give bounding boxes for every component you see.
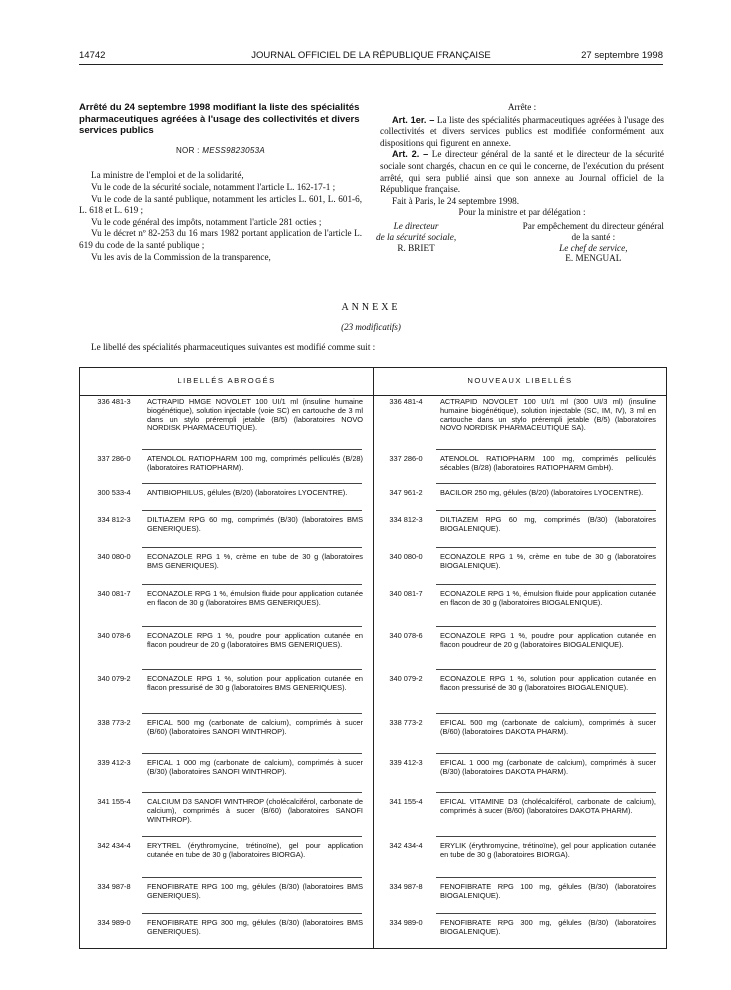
cell-new-label: BACILOR 250 mg, gélules (B/20) (laboratoires LYOCENTRE). [440, 488, 644, 497]
fait-a-paris: Fait à Paris, le 24 septembre 1998. [392, 195, 520, 206]
cell-new-code: 340 078-6 [389, 631, 423, 640]
cell-new-label: EFICAL VITAMINE D3 (cholécalciférol, carbonate de calcium), comprimés à sucer (B/60) (laboratoires DAKOTA PHARM). [440, 797, 656, 815]
cell-new-label: FENOFIBRATE RPG 100 mg, gélules (B/30) (laboratoires BIOGALENIQUE). [440, 882, 656, 900]
pour-la-ministre: Pour la ministre et par délégation : [458, 207, 586, 218]
article-2 [380, 149, 664, 195]
row-separator [436, 626, 656, 627]
preamble-line: Vu les avis de la Commission de la transparence, [91, 251, 271, 262]
cell-old-label: ATENOLOL RATIOPHARM 100 mg, comprimés pelliculés (B/28) (laboratoires RATIOPHARM). [147, 454, 363, 472]
preamble-line: Vu le code de la sécurité sociale, notamment l'article L. 162-17-1 ; [91, 181, 336, 192]
signature-right [523, 221, 664, 264]
signatures [376, 220, 664, 264]
cell-old-code: 338 773-2 [97, 718, 131, 727]
signature-left [376, 221, 456, 264]
row-separator [436, 547, 656, 548]
article-1-text: La liste des spécialités pharmaceutiques agréées à l'usage des collectivités et divers services publics est modifiée conformément aux dispositions qui figurent en annexe. [380, 114, 664, 148]
page-header [79, 50, 663, 64]
row-separator [142, 877, 362, 878]
cell-old-code: 342 434-4 [97, 841, 131, 850]
row-separator [142, 626, 362, 627]
sig-right-name: E. MENGUAL [565, 253, 622, 264]
row-separator [142, 753, 362, 754]
article-1 [380, 115, 664, 150]
cell-new-code: 342 434-4 [389, 841, 423, 850]
cell-old-label: ANTIBIOPHILUS, gélules (B/20) (laboratoires LYOCENTRE). [147, 488, 348, 497]
cell-new-code: 337 286-0 [389, 454, 423, 463]
cell-old-label: FENOFIBRATE RPG 100 mg, gélules (B/30) (laboratoires BMS GENERIQUES). [147, 882, 363, 900]
cell-new-label: ECONAZOLE RPG 1 %, poudre pour application cutanée en flacon poudreur de 20 g (laboratoires BIOGALENIQUE). [440, 631, 656, 649]
row-separator [436, 913, 656, 914]
row-separator [436, 713, 656, 714]
preamble-line: Vu le code général des impôts, notamment l'article 281 octies ; [91, 216, 322, 227]
cell-old-label: ERYTREL (érythromycine, trétinoïne), gel pour application cutanée en tube de 30 g (laboratoires BIORGA). [147, 841, 363, 859]
preamble-line: La ministre de l'emploi et de la solidarité, [91, 170, 244, 181]
row-separator [436, 483, 656, 484]
sig-right-line1: Par empêchement du directeur général [522, 220, 664, 231]
arrete-heading: Arrête : [507, 102, 537, 112]
cell-new-code: 339 412-3 [389, 758, 423, 767]
row-separator [142, 547, 362, 548]
article-1-label: Art. 1er. – [392, 114, 435, 125]
cell-new-label: ATENOLOL RATIOPHARM 100 mg, comprimés pelliculés sécables (B/28) (laboratoires RATIOPHARM GmbH). [440, 454, 656, 472]
column-separator [373, 368, 374, 948]
cell-new-code: 340 080-0 [389, 552, 423, 561]
issue-date: 27 septembre 1998 [581, 50, 663, 61]
cell-new-label: ECONAZOLE RPG 1 %, solution pour application cutanée en flacon pressurisé de 30 g (laboratoires BIOGALENIQUE). [440, 674, 656, 692]
nor-label: NOR : [175, 145, 200, 155]
header-old-labels: LIBELLÉS ABROGÉS [177, 376, 276, 385]
row-separator [436, 792, 656, 793]
cell-old-label: EFICAL 1 000 mg (carbonate de calcium), comprimés à sucer (B/30) (laboratoires SANOFI WINTHROP). [147, 758, 363, 776]
cell-new-label: ACTRAPID NOVOLET 100 UI/1 ml (300 UI/3 ml) (insuline humaine biogénétique), solution injectable (SC, IM, IV), 3 ml en cartouche dans un stylo prérempli jetable (B/5) (laboratoires NOVO NORDISK PHARMACEUTIQUE SA). [440, 397, 656, 433]
decree-title: Arrêté du 24 septembre 1998 modifiant la liste des spécialités pharmaceutiques agréées à l'usage des collectivités et divers services publics [79, 102, 360, 137]
annexe-table [79, 367, 667, 949]
cell-new-code: 341 155-4 [389, 797, 423, 806]
cell-old-label: FENOFIBRATE RPG 300 mg, gélules (B/30) (laboratoires BMS GENERIQUES). [147, 918, 363, 936]
row-separator [142, 510, 362, 511]
cell-new-code: 338 773-2 [389, 718, 423, 727]
sig-left-line1: Le directeur [393, 220, 439, 231]
row-separator [142, 483, 362, 484]
row-separator [142, 584, 362, 585]
row-separator [436, 584, 656, 585]
sig-left-name: R. BRIET [397, 242, 435, 253]
cell-old-label: ECONAZOLE RPG 1 %, émulsion fluide pour application cutanée en flacon de 30 g (laboratoires BMS GENERIQUES). [147, 589, 363, 607]
preamble-line: Vu le code de la santé publique, notamment les articles L. 601, L. 601-6, L. 618 et L. 619 ; [79, 193, 362, 216]
row-separator [436, 836, 656, 837]
nor-value: MESS9823053A [202, 145, 266, 155]
cell-old-label: ACTRAPID HMGE NOVOLET 100 UI/1 ml (insuline humaine biogénétique), solution injectable (voie SC) en cartouche de 3 ml dans un stylo prérempli jetable (B/5) (laboratoires NOVO NORDISK PHARMACEUTIQUE). [147, 397, 363, 433]
cell-old-label: ECONAZOLE RPG 1 %, solution pour application cutanée en flacon pressurisé de 30 g (laboratoires BMS GENERIQUES). [147, 674, 363, 692]
sig-right-line2: de la santé : [571, 231, 616, 242]
header-rule [79, 64, 663, 65]
cell-old-label: CALCIUM D3 SANOFI WINTHROP (cholécalciférol, carbonate de calcium), comprimés à sucer (B/60) (laboratoires SANOFI WINTHROP). [147, 797, 363, 824]
cell-new-code: 340 081-7 [389, 589, 423, 598]
article-2-text: Le directeur général de la santé et le directeur de la sécurité sociale sont chargés, chacun en ce qui le concerne, de l'exécution du présent arrêté, qui sera publié ainsi que son annexe au Journal officiel de la République française. [380, 149, 664, 195]
journal-title: JOURNAL OFFICIEL DE LA RÉPUBLIQUE FRANÇAISE [251, 50, 491, 61]
cell-old-label: ECONAZOLE RPG 1 %, crème en tube de 30 g (laboratoires BMS GENERIQUES). [147, 552, 363, 570]
page-number: 14742 [79, 50, 106, 61]
cell-new-label: EFICAL 1 000 mg (carbonate de calcium), comprimés à sucer (B/30) (laboratoires DAKOTA PHARM). [440, 758, 656, 776]
cell-new-code: 334 812-3 [389, 515, 423, 524]
row-separator [142, 792, 362, 793]
cell-old-code: 340 078-6 [97, 631, 131, 640]
sig-right-line3: Le chef de service, [559, 242, 628, 253]
row-separator [142, 713, 362, 714]
article-2-label: Art. 2. – [392, 149, 429, 160]
sig-left-line2: de la sécurité sociale, [376, 231, 457, 242]
cell-old-code: 339 412-3 [97, 758, 131, 767]
cell-old-label: ECONAZOLE RPG 1 %, poudre pour application cutanée en flacon poudreur de 20 g (laboratoires BMS GENERIQUES). [147, 631, 363, 649]
row-separator [142, 449, 362, 450]
row-separator [436, 510, 656, 511]
cell-new-code: 340 079-2 [389, 674, 423, 683]
row-separator [142, 913, 362, 914]
cell-old-label: DILTIAZEM RPG 60 mg, comprimés (B/30) (laboratoires BMS GENERIQUES). [147, 515, 363, 533]
row-separator [436, 449, 656, 450]
cell-old-code: 300 533-4 [97, 488, 131, 497]
row-separator [436, 669, 656, 670]
cell-new-label: ERYLIK (érythromycine, trétinoïne), gel pour application cutanée en tube de 30 g (laboratoires BIORGA). [440, 841, 656, 859]
annexe-subtitle: (23 modificatifs) [341, 322, 401, 332]
cell-old-code: 337 286-0 [97, 454, 131, 463]
cell-old-code: 334 989-0 [97, 918, 131, 927]
cell-old-code: 341 155-4 [97, 797, 131, 806]
row-separator [436, 877, 656, 878]
cell-old-code: 334 987-8 [97, 882, 131, 891]
cell-old-code: 340 080-0 [97, 552, 131, 561]
cell-new-code: 336 481-4 [389, 397, 423, 406]
preamble [79, 170, 362, 263]
row-separator [436, 753, 656, 754]
nor-reference [79, 145, 362, 157]
annexe-title: ANNEXE [341, 302, 401, 313]
cell-old-label: EFICAL 500 mg (carbonate de calcium), comprimés à sucer (B/60) (laboratoires SANOFI WINTHROP). [147, 718, 363, 736]
decree-right-column [376, 102, 664, 264]
cell-new-label: ECONAZOLE RPG 1 %, crème en tube de 30 g (laboratoires BIOGALENIQUE). [440, 552, 656, 570]
cell-new-label: FENOFIBRATE RPG 300 mg, gélules (B/30) (laboratoires BIOGALENIQUE). [440, 918, 656, 936]
cell-old-code: 340 079-2 [97, 674, 131, 683]
annexe-intro: Le libellé des spécialités pharmaceutiques suivantes est modifié comme suit : [91, 342, 376, 352]
decree-left-column [79, 102, 362, 263]
cell-old-code: 334 812-3 [97, 515, 131, 524]
cell-old-code: 340 081-7 [97, 589, 131, 598]
header-new-labels: NOUVEAUX LIBELLÉS [467, 376, 573, 385]
cell-new-code: 334 989-0 [389, 918, 423, 927]
cell-new-label: ECONAZOLE RPG 1 %, émulsion fluide pour application cutanée en flacon de 30 g (laboratoires BIOGALENIQUE). [440, 589, 656, 607]
cell-new-label: DILTIAZEM RPG 60 mg, comprimés (B/30) (laboratoires BIOGALENIQUE). [440, 515, 656, 533]
row-separator [142, 669, 362, 670]
preamble-line: Vu le décret nº 82-253 du 16 mars 1982 portant application de l'article L. 619 du code de la santé publique ; [79, 228, 362, 250]
cell-new-code: 347 961-2 [389, 488, 423, 497]
cell-new-code: 334 987-8 [389, 882, 423, 891]
cell-new-label: EFICAL 500 mg (carbonate de calcium), comprimés à sucer (B/60) (laboratoires DAKOTA PHARM). [440, 718, 656, 736]
row-separator [142, 836, 362, 837]
cell-old-code: 336 481-3 [97, 397, 131, 406]
